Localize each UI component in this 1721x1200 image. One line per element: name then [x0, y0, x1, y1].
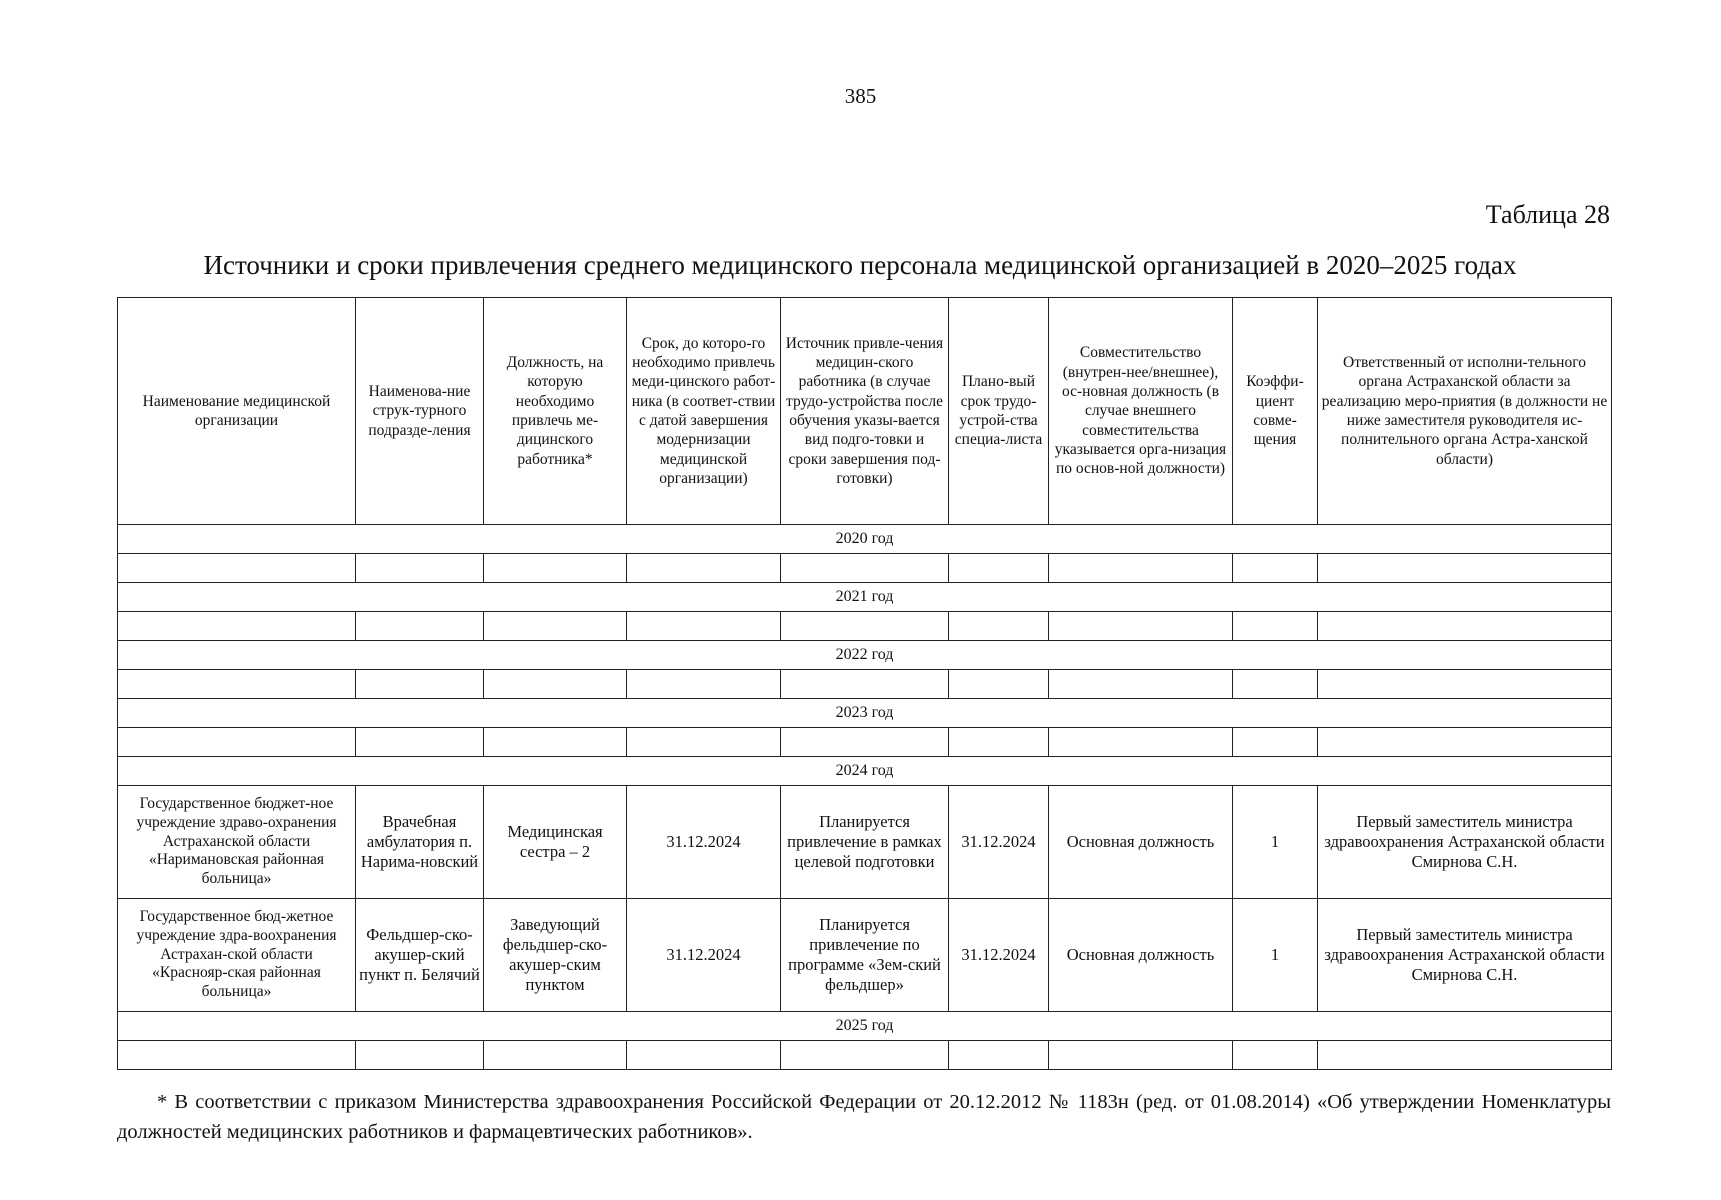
cell-source: Планируется привлечение по программе «Зем-ский фельдшер»: [781, 899, 949, 1012]
header-planned-date: Плано-вый срок трудо-устрой-ства специа-листа: [949, 298, 1049, 525]
cell-responsible: Первый заместитель министра здравоохранения Астраханской области Смирнова С.Н.: [1318, 786, 1612, 899]
empty-row: [118, 554, 1612, 583]
empty-row: [118, 1041, 1612, 1070]
cell-deadline: 31.12.2024: [627, 899, 781, 1012]
year-label: 2020 год: [118, 525, 1612, 554]
year-label: 2023 год: [118, 699, 1612, 728]
empty-row: [118, 728, 1612, 757]
cell-position: Медицинская сестра – 2: [484, 786, 627, 899]
year-label: 2021 год: [118, 583, 1612, 612]
header-responsible: Ответственный от исполни-тельного органа Астраханской области за реализацию меро-приятия (в должности не ниже заместителя руководителя ис-полнительного органа Астра-ханской области): [1318, 298, 1612, 525]
cell-position: Заведующий фельдшер-ско-акушер-ским пунктом: [484, 899, 627, 1012]
table-title: Источники и сроки привлечения среднего медицинского персонала медицинской организацией в 2020–2025 годах: [203, 250, 1517, 280]
year-label: 2022 год: [118, 641, 1612, 670]
year-row: [118, 641, 1612, 670]
year-row: [118, 525, 1612, 554]
table-row: [118, 899, 1612, 1012]
empty-row: [118, 612, 1612, 641]
cell-planned-date: 31.12.2024: [949, 899, 1049, 1012]
cell-department: Фельдшер-ско-акушер-ский пункт п. Белячий: [356, 899, 484, 1012]
cell-deadline: 31.12.2024: [627, 786, 781, 899]
cell-source: Планируется привлечение в рамках целевой подготовки: [781, 786, 949, 899]
empty-row: [118, 670, 1612, 699]
header-deadline: Срок, до которо-го необходимо привлечь меди-цинского работ-ника (в соответ-ствии с датой завершения модернизации медицинской организации): [627, 298, 781, 525]
cell-combination: Основная должность: [1049, 899, 1233, 1012]
cell-coefficient: 1: [1233, 899, 1318, 1012]
table-row: [118, 786, 1612, 899]
table-label: Таблица 28: [1485, 200, 1610, 229]
cell-responsible: Первый заместитель министра здравоохранения Астраханской области Смирнова С.Н.: [1318, 899, 1612, 1012]
year-row: [118, 1012, 1612, 1041]
header-position: Должность, на которую необходимо привлечь ме-дицинского работника*: [484, 298, 627, 525]
cell-organization: Государственное бюджет-ное учреждение здраво-охранения Астраханской области «Наримановская районная больница»: [118, 786, 356, 899]
header-combination: Совместительство (внутрен-нее/внешнее), ос-новная должность (в случае внешнего совместительства указывается орга-низация по основ-ной должности): [1049, 298, 1233, 525]
header-coefficient: Коэффи-циент совме-щения: [1233, 298, 1318, 525]
header-department: Наименова-ние струк-турного подразде-ления: [356, 298, 484, 525]
header-organization: Наименование медицинской организации: [118, 298, 356, 525]
cell-combination: Основная должность: [1049, 786, 1233, 899]
cell-organization: Государственное бюд-жетное учреждение здра-воохранения Астрахан-ской области «Краснояр-ская районная больница»: [118, 899, 356, 1012]
header-row: [118, 298, 1612, 525]
year-row: [118, 699, 1612, 728]
year-row: [118, 583, 1612, 612]
staffing-table: [117, 297, 1612, 1070]
cell-planned-date: 31.12.2024: [949, 786, 1049, 899]
cell-coefficient: 1: [1233, 786, 1318, 899]
header-source: Источник привле-чения медицин-ского работника (в случае трудо-устройства после обучения указы-вается вид подго-товки и сроки завершения под-готовки): [781, 298, 949, 525]
year-row: [118, 757, 1612, 786]
year-label: 2024 год: [118, 757, 1612, 786]
page-number: 385: [844, 84, 877, 108]
cell-department: Врачебная амбулатория п. Нарима-новский: [356, 786, 484, 899]
footnote: * В соответствии с приказом Министерства здравоохранения Российской Федерации от 20.12.2012 № 1183н (ред. от 01.08.2014) «Об утверждении Номенклатуры должностей медицинских работников и фармацевтических работников».: [117, 1091, 1611, 1143]
year-label: 2025 год: [118, 1012, 1612, 1041]
